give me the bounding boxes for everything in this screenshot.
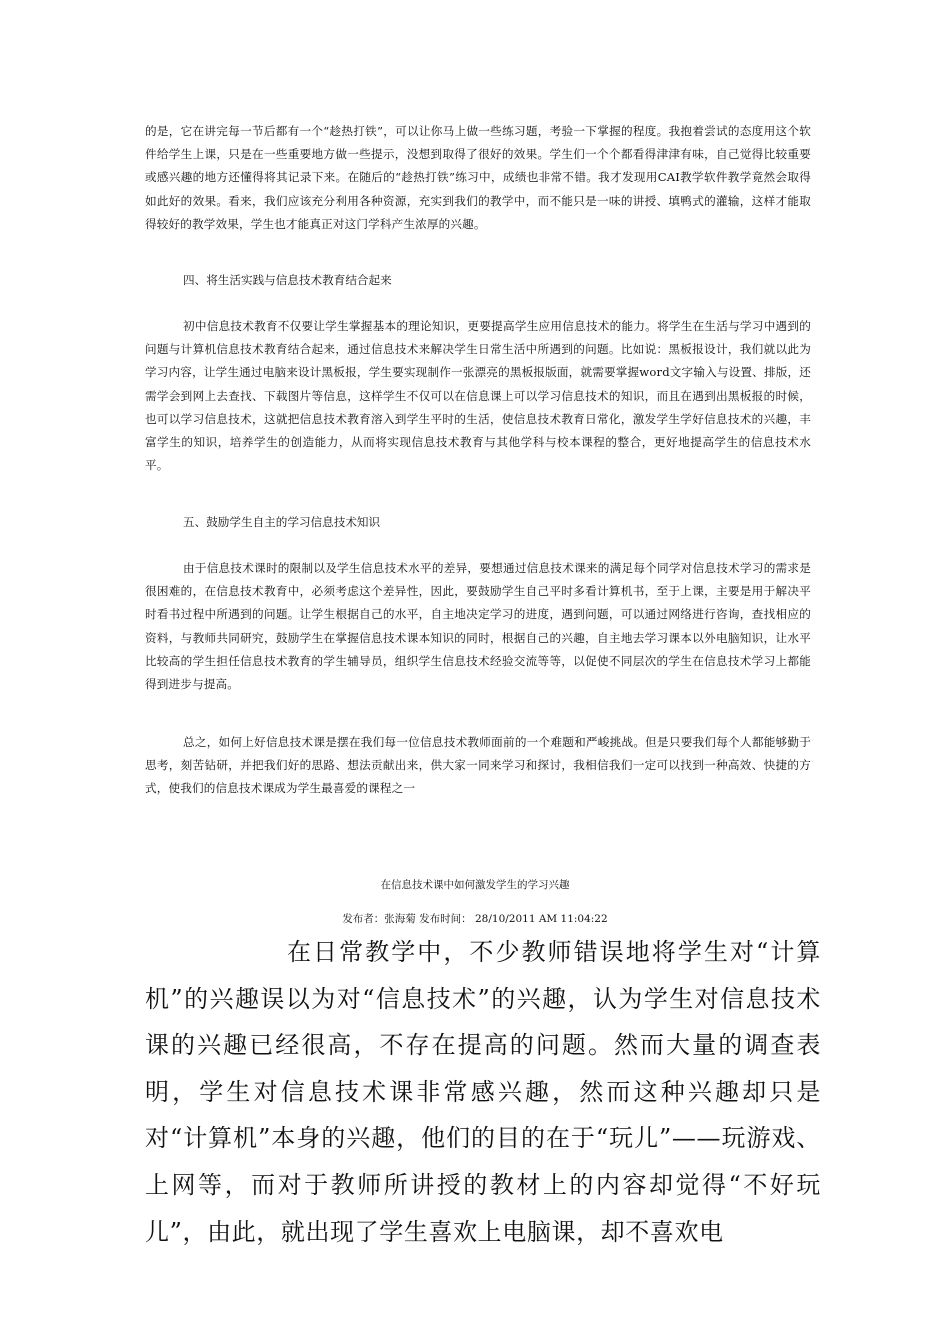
paragraph-section-5: 由于信息技术课时的限制以及学生信息技术水平的差异，要想通过信息技术课来的满足每个同学对信息技术学习的需求是很困难的，在信息技术教育中，必须考虑这个差异性，因此，要鼓励学生自己平时多看计算机书，至于上课，主要是用于解决平时看书过程中所遇到的问题。让学生根据自己的水平，自主地决定学习的进度，遇到问题，可以通过网络进行咨询，查找相应的资料，与教师共同研究，鼓励学生在掌握信息技术课本知识的同时，根据自己的兴趣，自主地去学习课本以外电脑知识，让水平比较高的学生担任信息技术教育的学生辅导员，组织学生信息技术经验交流等等，以促使不同层次的学生在信息技术学习上都能得到进步与提高。 — [145, 561, 811, 692]
article-meta: 发布者：张海菊 发布时间： 28/10/2011 AM 11:04:22 — [342, 913, 608, 925]
paragraph-intro: 的是，它在讲完每一节后都有一个“趁热打铁”，可以让你马上做一些练习题，考验一下掌握的程度。我抱着尝试的态度用这个软件给学生上课，只是在一些重要地方做一些提示，没想到取得了很好的效果。学生们一个个都看得津津有味，自己觉得比较重要或感兴趣的地方还懂得将其记录下来。在随后的“趁热打铁”练习中，成绩也非常不错。我才发现用CAI教学软件教学竟然会取得如此好的效果。看来，我们应该充分利用各种资源，充实到我们的教学中，而不能只是一味的讲授、填鸭式的灌输，这样才能取得较好的教学效果，学生也才能真正对这门学科产生浓厚的兴趣。 — [145, 124, 811, 231]
article-body: 在日常教学中，不少教师错误地将学生对“计算机”的兴趣误以为对“信息技术”的兴趣，认为学生对信息技术课的兴趣已经很高，不存在提高的问题。然而大量的调查表明，学生对信息技术课非常感兴趣，然而这种兴趣却只是对“计算机”本身的兴趣，他们的目的在于“玩儿”——玩游戏、上网等，而对于教师所讲授的教材上的内容却觉得“不好玩儿”，由此，就出现了学生喜欢上电脑课，却不喜欢电 — [145, 938, 821, 1246]
paragraph-section-4: 初中信息技术教育不仅要让学生掌握基本的理论知识，更要提高学生应用信息技术的能力。将学生在生活与学习中遇到的问题与计算机信息技术教育结合起来，通过信息技术来解决学生日常生活中所遇到的问题。比如说：黑板报设计，我们就以此为学习内容，让学生通过电脑来设计黑板报，学生要实现制作一张漂亮的黑板报版面，就需要掌握word文字输入与设置、排版，还需学会到网上去查找、下载图片等信息，这样学生不仅可以在信息课上可以学习信息技术的知识，而且在遇到出黑板报的时候，也可以学习信息技术，这就把信息技术教育溶入到学生平时的生活，使信息技术教育日常化，激发学生学好信息技术的兴趣，丰富学生的知识，培养学生的创造能力，从而将实现信息技术教育与其他学科与校本课程的整合，更好地提高学生的信息技术水平。 — [145, 319, 811, 473]
paragraph-conclusion: 总之，如何上好信息技术课是摆在我们每一位信息技术教师面前的一个难题和严峻挑战。但是只要我们每个人都能够勤于思考，刻苦钻研，并把我们好的思路、想法贡献出来，供大家一同来学习和探讨，我相信我们一定可以找到一种高效、快捷的方式，使我们的信息技术课成为学生最喜爱的课程之一 — [145, 735, 811, 796]
section-heading-4: 四、将生活实践与信息技术教育结合起来 — [183, 273, 392, 287]
section-heading-5: 五、鼓励学生自主的学习信息技术知识 — [183, 515, 381, 529]
article-title: 在信息技术课中如何激发学生的学习兴趣 — [380, 879, 570, 891]
